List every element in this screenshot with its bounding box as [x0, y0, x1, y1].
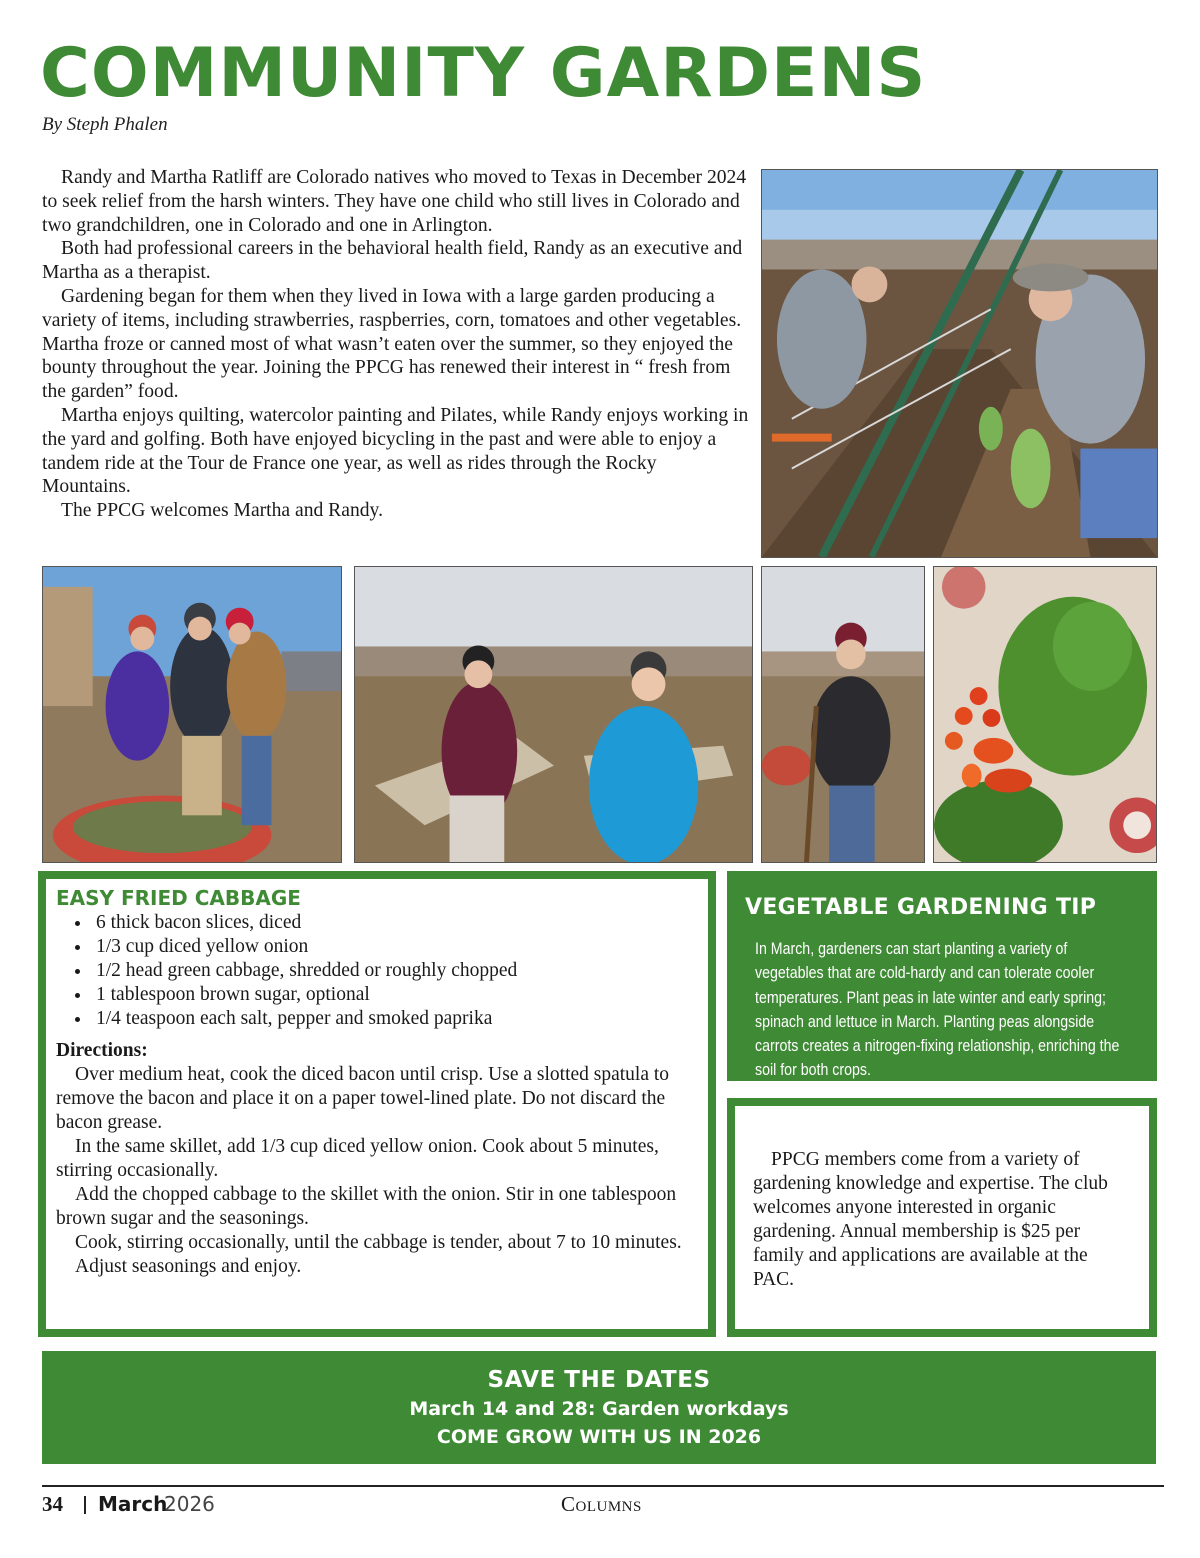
ingredient-item: • 1 tablespoon brown sugar, optional — [92, 983, 698, 1007]
membership-box — [727, 1098, 1157, 1337]
membership-text: PPCG members come from a variety of gardening knowledge and expertise. The club welcomes anyone interested in organic gardening. Annual membership is $25 per family and applications are available at the PAC. — [753, 1149, 1108, 1290]
tip-title: VEGETABLE GARDENING TIP — [745, 895, 1097, 920]
footer-year: 2026 — [164, 1492, 215, 1516]
direction-step: Over medium heat, cook the diced bacon until crisp. Use a slotted spatula to remove the bacon and place it on a paper towel-lined plate. Do not discard the bacon grease. — [56, 1064, 670, 1133]
direction-step: Add the chopped cabbage to the skillet with the onion. Stir in one tablespoon brown sugar and the seasonings. — [56, 1184, 677, 1229]
direction-step: Adjust seasonings and enjoy. — [75, 1256, 302, 1277]
ingredient-item: • 6 thick bacon slices, diced — [92, 911, 698, 935]
footer-month: March — [98, 1492, 168, 1516]
article-body — [42, 166, 750, 523]
photo-three-gardeners — [42, 566, 342, 863]
byline: By Steph Phalen — [42, 114, 168, 135]
recipe-box — [38, 871, 716, 1337]
article-paragraph: Randy and Martha Ratliff are Colorado natives who moved to Texas in December 2024 to seek relief from the harsh winters. They have one child who still lives in Colorado and two grandchildren, one in Colorado and one in Arlington. — [42, 167, 747, 236]
article-title: COMMUNITY GARDENS — [40, 34, 927, 113]
photo-harvest — [933, 566, 1157, 863]
article-paragraph: Both had professional careers in the behavioral health field, Randy as an executive and Martha as a therapist. — [42, 238, 743, 284]
directions-label: Directions: — [56, 1040, 148, 1061]
article-paragraph: Martha enjoys quilting, watercolor painting and Pilates, while Randy enjoys working in the yard and golfing. Both have enjoyed bicycling in the past and were able to enjoy a tandem ride at the Tour de France one year, as well as rides through the Rocky Mountains. — [42, 404, 749, 498]
direction-step: Cook, stirring occasionally, until the cabbage is tender, about 7 to 10 minutes. — [75, 1232, 682, 1253]
publication-name: Columns — [561, 1492, 642, 1516]
save-the-dates-banner — [42, 1351, 1156, 1464]
ingredient-item: • 1/3 cup diced yellow onion — [92, 935, 698, 959]
footer-rule — [42, 1485, 1164, 1487]
page-number: 34 — [42, 1492, 63, 1516]
article-paragraph: The PPCG welcomes Martha and Randy. — [61, 500, 383, 522]
footer-separator — [84, 1496, 86, 1514]
photo-two-gardeners — [354, 566, 753, 863]
save-dates-line: COME GROW WITH US IN 2026 — [436, 1426, 762, 1448]
save-dates-title: SAVE THE DATES — [487, 1367, 711, 1393]
save-dates-line: March 14 and 28: Garden workdays — [409, 1398, 789, 1420]
recipe-title: EASY FRIED CABBAGE — [56, 886, 301, 910]
direction-step: In the same skillet, add 1/3 cup diced yellow onion. Cook about 5 minutes, stirring occasionally. — [56, 1136, 659, 1181]
article-paragraph: Gardening began for them when they lived in Iowa with a large garden producing a variety of items, including strawberries, raspberries, corn, tomatoes and other vegetables. Martha froze or canned most of what wasn’t eaten over the summer, so they enjoyed the bounty throughout the year. Joining the PPCG has renewed their interest in “ fresh from the garden” food. — [42, 285, 742, 403]
ingredient-item: • 1/2 head green cabbage, shredded or roughly chopped — [92, 959, 698, 983]
ingredient-item: • 1/4 teaspoon each salt, pepper and smoked paprika — [92, 1007, 698, 1031]
photo-gardener-with-shovel — [761, 566, 925, 863]
directions — [56, 1063, 698, 1279]
gardening-tip-box — [727, 871, 1157, 1081]
tip-body: In March, gardeners can start planting a variety of vegetables that are cold-hardy and can tolerate cooler temperatures. Plant peas in late winter and early spring; spinach and lettuce in March. Planting peas alongside carrots creates a nitrogen-fixing relationship, enriching the soil for both crops. — [755, 940, 1120, 1080]
photo-couple-planting — [761, 169, 1158, 558]
ingredient-list — [56, 911, 698, 1031]
